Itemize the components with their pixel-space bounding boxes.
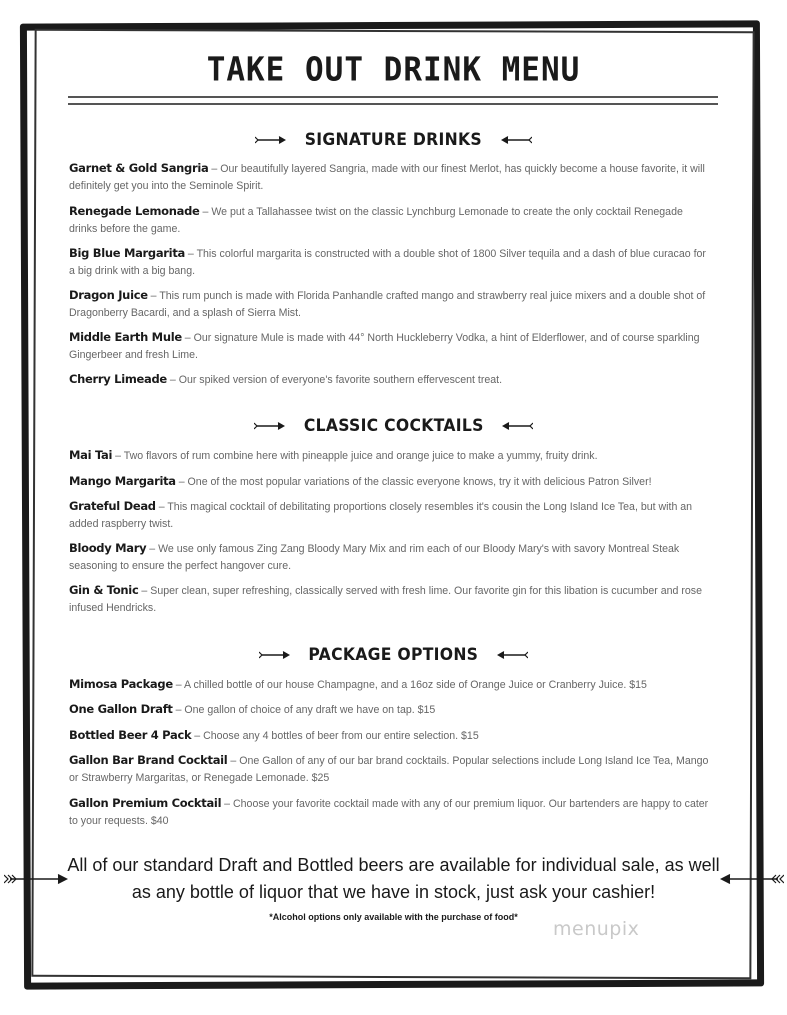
menu-item-description: – We put a Tallahassee twist on the classic Lynchburg Lemonade to create the only cocktail Renegade drinks before the game. (69, 206, 683, 235)
menu-item (69, 245, 709, 280)
menu-item-description: – Super clean, super refreshing, classically served with fresh lime. Our favorite gin for this libation is cucumber and rose infused Hendricks. (69, 585, 702, 614)
menu-item (69, 727, 709, 745)
menu-item-description: – This magical cocktail of debilitating proportions closely resembles it's cousin the Long Island Ice Tea, but with an added raspberry twist. (69, 501, 693, 530)
arrow-left-icon (720, 872, 784, 886)
menu-item-name: Cherry Limeade (69, 372, 167, 386)
menu-item-name: Mango Margarita (69, 474, 176, 488)
menu-item-name: Middle Earth Mule (69, 330, 182, 344)
menu-item-name: Bottled Beer 4 Pack (69, 728, 192, 742)
menu-item-description: – Two flavors of rum combine here with pineapple juice and orange juice to make a yummy, fruity drink. (112, 450, 598, 462)
availability-note-line1: All of our standard Draft and Bottled beers are available for individual sale, as well (67, 855, 720, 875)
menu-item-description: – Our signature Mule is made with 44° North Huckleberry Vodka, a hint of Elderflower, and of course sparkling Gingerbeer and fresh Lime. (69, 332, 700, 361)
menu-item-name: Garnet & Gold Sangria (69, 161, 209, 175)
menu-item-description: – One of the most popular variations of the classic everyone knows, try it with delicious Patron Silver! (175, 476, 652, 488)
arrow-right-icon (255, 135, 287, 145)
menu-item (69, 582, 709, 617)
section-heading-label: SIGNATURE DRINKS (304, 130, 483, 150)
menu-item-description: – We use only famous Zing Zang Bloody Mary Mix and rim each of our Bloody Mary's with savory Montreal Steak seasoning to ensure the perfect hangover cure. (69, 543, 680, 572)
arrow-right-icon (254, 421, 286, 431)
menu-item-name: One Gallon Draft (69, 702, 173, 716)
arrow-left-icon (496, 650, 528, 660)
menu-item-description: – Our spiked version of everyone's favorite southern effervescent treat. (166, 374, 503, 386)
menu-item-description: – This colorful margarita is constructed with a double shot of 1800 Silver tequila and a dash of blue curacao for a big drink with a big bang. (69, 248, 706, 277)
menu-item-name: Mimosa Package (69, 677, 173, 691)
menu-item-description: – This rum punch is made with Florida Panhandle crafted mango and strawberry real juice mixers and a double shot of Dragonberry Bacardi, and a splash of Sierra Mist. (69, 290, 706, 319)
title-double-rule (68, 96, 718, 105)
menu-item-name: Grateful Dead (69, 499, 156, 513)
menu-item-name: Dragon Juice (69, 288, 148, 302)
menu-item (69, 676, 709, 694)
section-heading-package-options (0, 645, 787, 665)
menu-item-name: Renegade Lemonade (69, 204, 200, 218)
menu-item (69, 701, 709, 719)
arrow-right-icon (4, 872, 68, 886)
watermark-logo: menupix (553, 918, 640, 940)
section-heading-label: PACKAGE OPTIONS (308, 645, 479, 665)
menu-item (69, 752, 709, 787)
menu-item-description: – Choose any 4 bottles of beer from our entire selection. $15 (191, 730, 479, 742)
menu-item-name: Big Blue Margarita (69, 246, 185, 260)
menu-item-name: Bloody Mary (69, 541, 147, 555)
menu-item-name: Gin & Tonic (69, 583, 139, 597)
menu-item (69, 795, 709, 830)
alcohol-disclaimer: *Alcohol options only available with the purchase of food* (269, 912, 518, 922)
menu-item-description: – A chilled bottle of our house Champagne, and a 16oz side of Orange Juice or Cranberry Juice. $15 (172, 679, 647, 691)
arrow-left-icon (500, 135, 532, 145)
menu-item-name: Mai Tai (69, 448, 113, 462)
menu-item-name: Gallon Premium Cocktail (69, 796, 222, 810)
menu-item-description: – Our beautifully layered Sangria, made with our finest Merlot, has quickly become a house favorite, it will definitely get you into the Seminole Spirit. (69, 163, 705, 192)
availability-note-line2: as any bottle of liquor that we have in stock, just ask your cashier! (131, 882, 656, 902)
arrow-right-icon (259, 650, 291, 660)
menu-item (69, 540, 709, 575)
menu-item (69, 203, 709, 238)
section-heading-label: CLASSIC COCKTAILS (303, 416, 484, 436)
section-heading-signature-drinks (0, 130, 787, 150)
section-heading-classic-cocktails (0, 416, 787, 436)
menu-item-name: Gallon Bar Brand Cocktail (69, 753, 228, 767)
menu-item-description: – Choose your favorite cocktail made with any of our premium liquor. Our bartenders are happy to cater to your requests. $40 (69, 798, 709, 827)
menu-item-description: – One Gallon of any of our bar brand cocktails. Popular selections include Long Island Ice Tea, Mango or Strawberry Margaritas, or Renegade Lemonade. $25 (69, 755, 709, 784)
menu-item (69, 287, 709, 322)
arrow-left-icon (501, 421, 533, 431)
menu-item (69, 160, 709, 195)
menu-title: TAKE OUT DRINK MENU (206, 51, 581, 89)
menu-item-description: – One gallon of choice of any draft we have on tap. $15 (172, 704, 436, 716)
menu-item (69, 329, 709, 364)
menu-item (69, 473, 709, 491)
menu-item (69, 371, 709, 389)
availability-note (60, 852, 727, 906)
menu-item (69, 498, 709, 533)
menu-item (69, 447, 709, 465)
